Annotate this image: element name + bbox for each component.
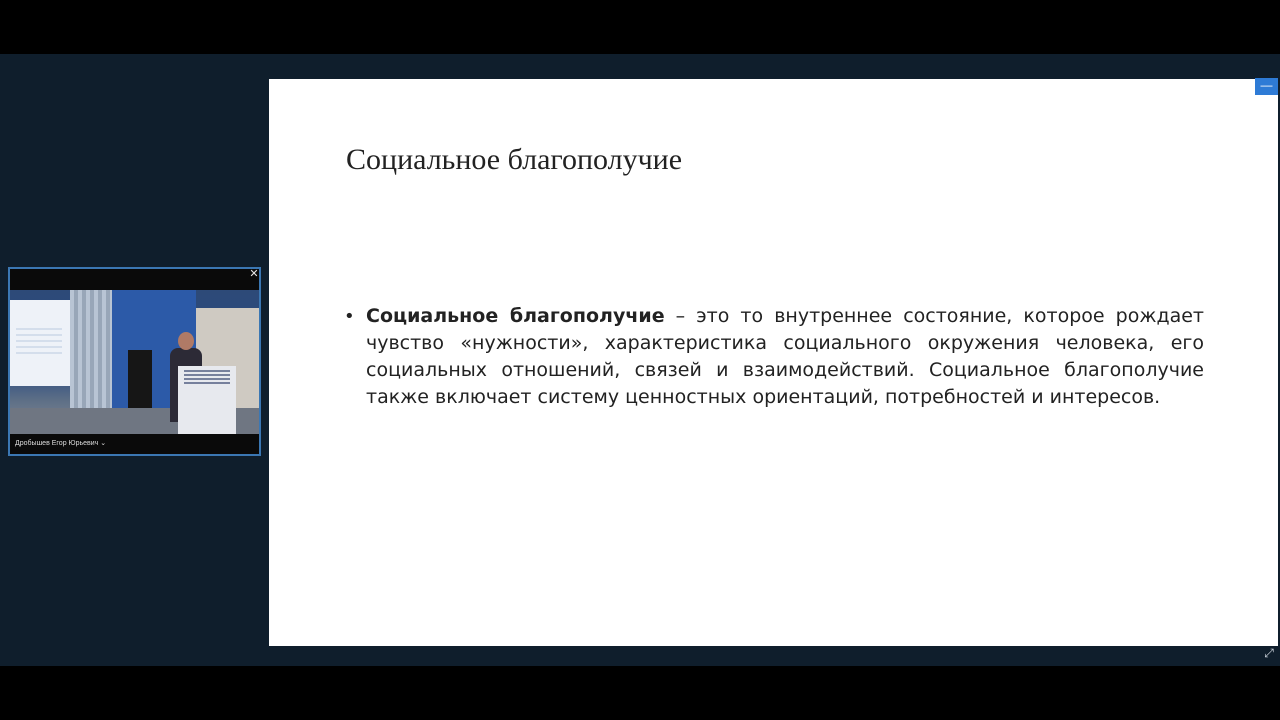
curtain — [70, 290, 112, 408]
podium — [178, 366, 236, 436]
fullscreen-icon[interactable]: ⤢ — [1264, 646, 1274, 660]
slide-paragraph — [366, 303, 1204, 411]
expand-arrows-icon[interactable]: ✕ — [249, 268, 259, 280]
presentation-slide — [269, 79, 1278, 646]
minimize-button[interactable]: — — [1255, 78, 1278, 95]
slide-bullet-item — [344, 303, 1204, 411]
speaker-box — [128, 350, 152, 414]
participant-video-feed — [10, 290, 259, 436]
bullet-marker: • — [344, 306, 355, 327]
slide-title: Социальное благополучие — [346, 143, 683, 176]
slide-term: Социальное благополучие — [366, 305, 665, 327]
participant-video-tile[interactable] — [8, 267, 261, 456]
participant-name-label[interactable]: Дробышев Егор Юрьевич ⌄ — [10, 434, 261, 454]
presenter-head — [178, 332, 194, 350]
projector-screen — [10, 300, 70, 386]
slide-definition: – это то внутреннее состояние, которое рождает чувство «нужности», характеристика социального окружения человека, его социальных отношений, связей и взаимодействий. Социальное благополучие также включает систему ценностных ориентаций, потребностей и интересов. — [366, 305, 1204, 408]
conference-window — [0, 54, 1280, 666]
